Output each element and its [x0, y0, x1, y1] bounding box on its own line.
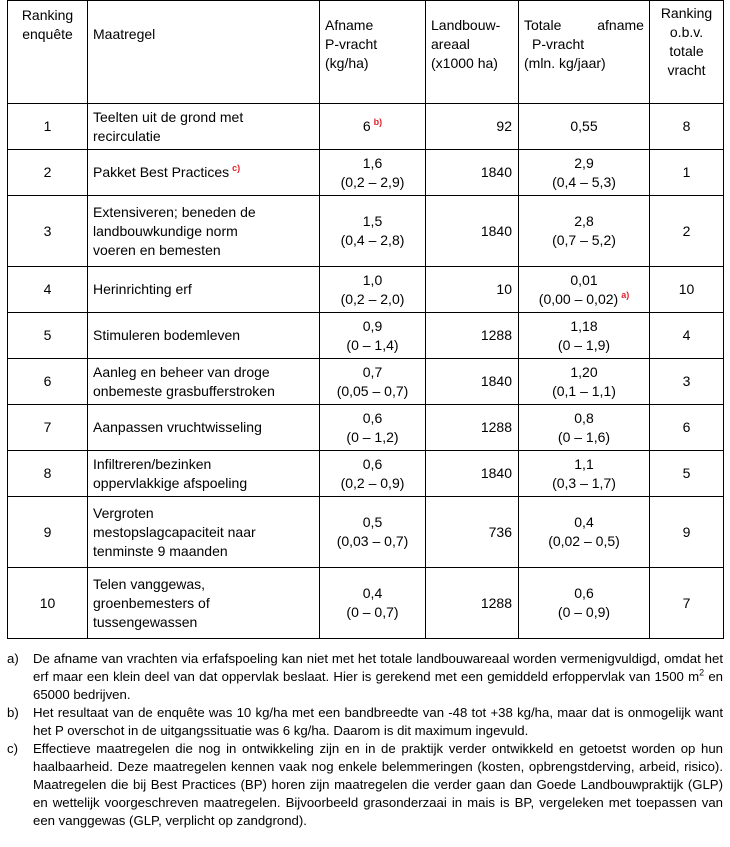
measure-text: Infiltreren/bezinken: [93, 455, 212, 472]
cell-totale-afname: [519, 568, 650, 639]
cell-ranking-enquete: [8, 104, 88, 150]
afname-value: 1,0: [362, 271, 383, 288]
header-row: [8, 1, 724, 104]
measure-text: Pakket Best Practices: [93, 164, 230, 180]
afname-value: 1,5: [362, 213, 383, 229]
total-value: 1,1: [574, 455, 594, 472]
cell-ranking-enquete: [8, 359, 88, 405]
rank2-value: 4: [682, 327, 691, 343]
measure-text: voeren en bemesten: [93, 241, 221, 258]
area-value: 1840: [480, 465, 512, 481]
superscript: 2: [699, 667, 705, 678]
cell-totale-afname: [519, 405, 650, 451]
cell-ranking-enquete: [8, 313, 88, 359]
measure-text: Aanpassen vruchtwisseling: [93, 419, 262, 435]
cell-ranking-totale-vracht: [650, 267, 724, 313]
cell-afname: [320, 451, 426, 497]
rank2-value: 10: [678, 281, 695, 297]
cell-landbouwareaal: [426, 313, 519, 359]
table-body: [8, 104, 724, 639]
total-value: (0,7 – 5,2): [552, 232, 616, 248]
afname-value: (0,03 – 0,7): [336, 533, 409, 549]
cell-afname: [320, 313, 426, 359]
rank-value: 10: [39, 594, 56, 611]
rank-value: 6: [43, 373, 52, 389]
afname-value: 0,6: [362, 409, 383, 426]
table-row: [8, 359, 724, 405]
rank-value: 2: [43, 164, 52, 180]
footnote-text: [33, 740, 723, 830]
measure-text: tenminste 9 maanden: [93, 542, 228, 559]
measure-text: Stimuleren bodemleven: [93, 327, 241, 343]
afname-value: (0 – 1,2): [346, 428, 399, 445]
cell-afname: [320, 267, 426, 313]
rank2-value: 2: [682, 222, 691, 239]
area-value: 1288: [480, 327, 512, 343]
cell-ranking-enquete: [8, 568, 88, 639]
total-value: (0,3 – 1,7): [552, 474, 616, 491]
header-text: (x1000 ha): [431, 55, 498, 71]
measure-text: onbemeste grasbufferstroken: [93, 382, 275, 399]
rank-value: 8: [43, 465, 52, 481]
header-afname: [320, 1, 426, 104]
measures-table: [7, 0, 724, 639]
cell-totale-afname: [519, 313, 650, 359]
cell-ranking-totale-vracht: [650, 359, 724, 405]
cell-maatregel: [88, 267, 320, 313]
cell-maatregel: [88, 313, 320, 359]
measure-text: Vergroten: [93, 504, 154, 521]
footnote-text-part: Het resultaat van de enquête was 10 kg/ha met een bandbreedte van -48 tot +38 kg/ha, maar dat is onmogelijk want het P overschot in de uitgangssituatie was 6 kg/ha. Daarom is dit maximum ingevuld.: [33, 705, 723, 738]
cell-ranking-totale-vracht: [650, 405, 724, 451]
footnote-text: [33, 650, 723, 704]
header-text: Ranking: [21, 7, 74, 23]
cell-totale-afname: [519, 150, 650, 196]
header-text: Landbouw-: [431, 17, 501, 33]
table-row: [8, 405, 724, 451]
afname-value: (0,2 – 0,9): [340, 474, 405, 491]
header-text: o.b.v.: [669, 24, 704, 40]
header-text: vracht: [667, 62, 706, 78]
cell-landbouwareaal: [426, 104, 519, 150]
rank-value: 5: [43, 327, 52, 343]
cell-ranking-enquete: [8, 405, 88, 451]
afname-value: (0,05 – 0,7): [336, 382, 409, 399]
header-text: areaal: [431, 36, 470, 52]
total-value: 0,01: [570, 271, 598, 288]
total-value: (0 – 0,9): [557, 604, 611, 620]
cell-maatregel: [88, 196, 320, 267]
cell-ranking-totale-vracht: [650, 104, 724, 150]
measure-text: tussengewassen: [93, 613, 198, 630]
cell-ranking-totale-vracht: [650, 313, 724, 359]
total-line: [524, 290, 644, 309]
afname-value: 0,7: [362, 363, 383, 380]
cell-afname: [320, 359, 426, 405]
measure-text: oppervlakkige afspoeling: [93, 474, 248, 491]
cell-landbouwareaal: [426, 359, 519, 405]
area-value: 1288: [480, 594, 512, 611]
cell-totale-afname: [519, 196, 650, 267]
cell-afname: [320, 150, 426, 196]
total-value: (0 – 1,6): [557, 428, 611, 445]
total-value: 2,8: [574, 213, 594, 229]
afname-value: 0,6: [362, 455, 383, 472]
rank-value: 4: [43, 281, 52, 297]
table-row: [8, 568, 724, 639]
rank2-value: 9: [682, 523, 691, 540]
table-row: [8, 313, 724, 359]
area-value: 736: [488, 523, 512, 540]
footnote-text-part: Effectieve maatregelen die nog in ontwikkeling zijn en in de praktijk verder ontwikkeld en getoetst worden op hun haalbaarheid. Deze maatregelen kennen vaak nog enkele belemmeringen (kosten, opbrengstderving, arbeid, risico). Maatregelen die bij Best Practices (BP) horen zijn maatregelen die verder gaan dan Goede Landbouwpraktijk (GLP) en wettelijk voorgeschreven maatregelen. Bijvoorbeeld grasonderzaai in mais is BP, vergeleken met toepassen van een vanggewas (GLP, verplicht op zandgrond).: [33, 741, 723, 828]
footnote-text: [33, 704, 723, 740]
cell-ranking-enquete: [8, 150, 88, 196]
header-text: P-vracht: [325, 36, 378, 52]
footnote-label: c): [7, 741, 18, 756]
rank-value: 1: [43, 118, 52, 134]
header-maatregel: [88, 1, 320, 104]
cell-afname: [320, 104, 426, 150]
measure-text: mestopslagcapaciteit naar: [93, 523, 256, 540]
cell-maatregel: [88, 568, 320, 639]
header-ranking-enquete: [8, 1, 88, 104]
header-text: Totale afname: [524, 17, 644, 33]
total-value: 0,55: [570, 118, 598, 134]
measure-text: groenbemesters of: [93, 594, 210, 611]
table-row: [8, 451, 724, 497]
measure-text: landbouwkundige norm: [93, 222, 238, 239]
cell-ranking-enquete: [8, 451, 88, 497]
header-text: Maatregel: [93, 26, 156, 42]
cell-ranking-totale-vracht: [650, 196, 724, 267]
afname-value: (0,2 – 2,0): [340, 290, 405, 307]
table-row: [8, 267, 724, 313]
area-value: 1288: [480, 419, 512, 435]
total-value: (0,02 – 0,5): [548, 533, 620, 549]
table-row: [8, 497, 724, 568]
header-totale-afname: [519, 1, 650, 104]
afname-line: [325, 117, 420, 136]
total-value: (0 – 1,9): [557, 336, 611, 353]
header-text: Afname: [325, 17, 374, 33]
total-value: (0,1 – 1,1): [552, 382, 616, 399]
cell-landbouwareaal: [426, 451, 519, 497]
total-value: (0,00 – 0,02): [538, 290, 619, 307]
total-value: 2,9: [574, 154, 594, 171]
measure-text: Teelten uit de grond met: [93, 108, 244, 125]
cell-totale-afname: [519, 497, 650, 568]
cell-afname: [320, 405, 426, 451]
cell-maatregel: [88, 150, 320, 196]
afname-value: (0 – 1,4): [346, 336, 399, 353]
cell-landbouwareaal: [426, 497, 519, 568]
footnote-label: b): [7, 705, 19, 720]
cell-maatregel: [88, 497, 320, 568]
cell-maatregel: [88, 451, 320, 497]
rank2-value: 8: [682, 118, 691, 134]
rank2-value: 1: [682, 164, 691, 180]
header-text: (mln. kg/jaar): [524, 55, 606, 71]
rank2-value: 6: [682, 419, 691, 435]
table-row: [8, 104, 724, 150]
cell-maatregel: [88, 104, 320, 150]
header-text: (kg/ha): [325, 55, 369, 71]
afname-value: 0,5: [362, 514, 383, 530]
cell-totale-afname: [519, 267, 650, 313]
footnote-marker: c): [232, 163, 241, 174]
cell-totale-afname: [519, 359, 650, 405]
table-row: [8, 150, 724, 196]
cell-ranking-totale-vracht: [650, 451, 724, 497]
cell-afname: [320, 568, 426, 639]
total-value: 0,6: [574, 585, 594, 601]
cell-ranking-enquete: [8, 267, 88, 313]
table-row: [8, 196, 724, 267]
cell-maatregel: [88, 405, 320, 451]
afname-value: (0,4 – 2,8): [340, 232, 405, 248]
afname-value: 0,4: [362, 585, 383, 601]
header-landbouwareaal: [426, 1, 519, 104]
cell-afname: [320, 497, 426, 568]
cell-landbouwareaal: [426, 267, 519, 313]
measure-line: [93, 163, 314, 182]
afname-value: 0,9: [362, 317, 383, 334]
header-text: totale: [669, 43, 704, 59]
cell-landbouwareaal: [426, 568, 519, 639]
footnote-text-part: De afname van vrachten via erfafspoeling kan niet met het totale landbouwareaal worden vermenigvuldigd, omdat het erf maar een klein deel van dat oppervlak beslaat. Hier is gerekend met een gemiddeld erfoppervlak van 1500 m: [33, 651, 723, 684]
rank-value: 7: [43, 419, 52, 435]
footnote-marker: b): [373, 117, 383, 128]
area-value: 1840: [480, 222, 512, 239]
total-value: 1,18: [570, 317, 598, 334]
measure-text: Extensiveren; beneden de: [93, 203, 256, 220]
cell-landbouwareaal: [426, 150, 519, 196]
cell-ranking-totale-vracht: [650, 150, 724, 196]
afname-value: (0,2 – 2,9): [340, 173, 405, 190]
area-value: 1840: [480, 164, 512, 180]
rank2-value: 3: [682, 373, 691, 389]
footnote-text-part: en 65000 bedrijven.: [33, 669, 723, 702]
cell-afname: [320, 196, 426, 267]
measure-text: Aanleg en beheer van droge: [93, 363, 270, 380]
cell-totale-afname: [519, 104, 650, 150]
header-ranking-totale-vracht: [650, 1, 724, 104]
measure-text: Herinrichting erf: [93, 281, 192, 297]
cell-ranking-totale-vracht: [650, 497, 724, 568]
cell-landbouwareaal: [426, 405, 519, 451]
cell-maatregel: [88, 359, 320, 405]
rank-value: 3: [43, 222, 52, 239]
header-text: Ranking: [660, 5, 713, 21]
cell-totale-afname: [519, 451, 650, 497]
total-value: 0,8: [574, 409, 594, 426]
rank-value: 9: [43, 523, 52, 540]
cell-ranking-enquete: [8, 497, 88, 568]
rank2-value: 7: [682, 594, 691, 611]
measure-text: Telen vanggewas,: [93, 575, 206, 592]
afname-value: 1,6: [362, 154, 383, 171]
footnote-label: a): [7, 651, 19, 666]
afname-value: (0 – 0,7): [346, 604, 399, 620]
rank2-value: 5: [682, 465, 691, 481]
footnotes: [7, 650, 723, 830]
total-value: 0,4: [574, 514, 594, 530]
cell-landbouwareaal: [426, 196, 519, 267]
total-value: 1,20: [570, 363, 598, 380]
area-value: 92: [496, 118, 512, 134]
measure-text: recirculatie: [93, 127, 161, 144]
header-text: P-vracht: [532, 36, 585, 52]
header-text: enquête: [22, 26, 73, 42]
footnote-marker: a): [621, 289, 630, 300]
footnote: [7, 650, 723, 704]
footnote: [7, 704, 723, 740]
footnote: [7, 740, 723, 830]
area-value: 10: [496, 281, 512, 297]
cell-ranking-enquete: [8, 196, 88, 267]
area-value: 1840: [480, 373, 512, 389]
total-value: (0,4 – 5,3): [552, 173, 616, 190]
cell-ranking-totale-vracht: [650, 568, 724, 639]
afname-value: 6: [362, 118, 371, 134]
